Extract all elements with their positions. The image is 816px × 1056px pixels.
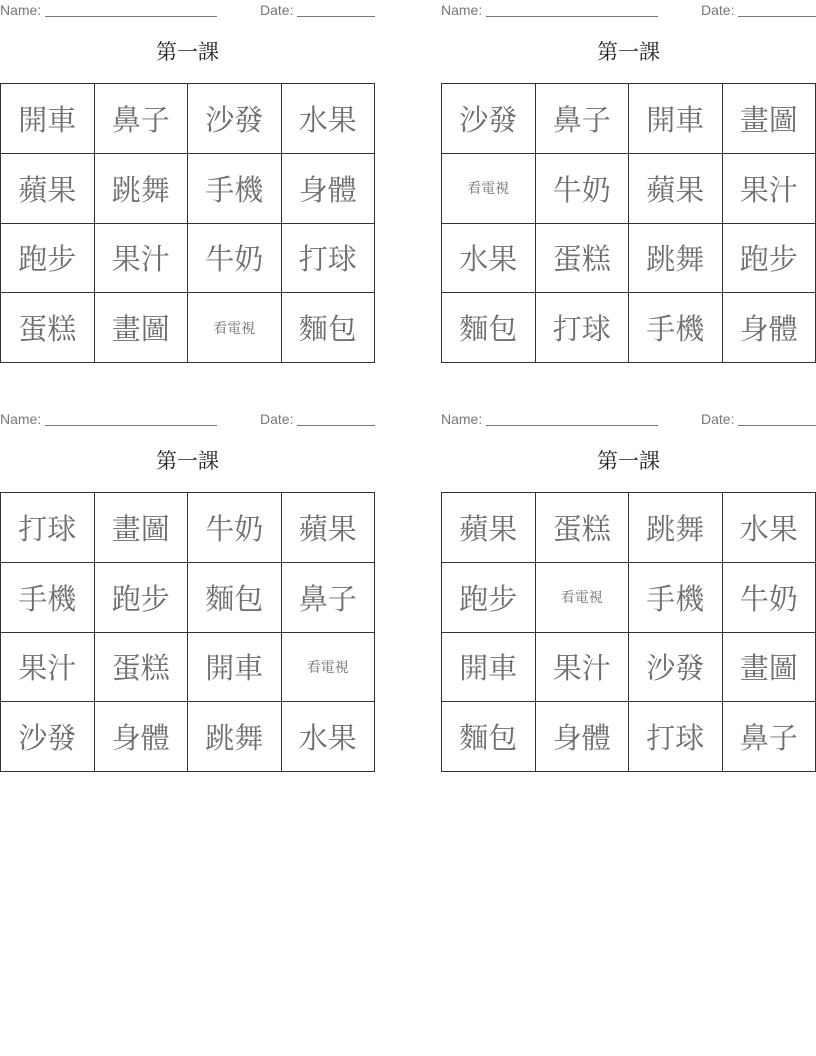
bingo-cell[interactable]: 打球 — [536, 293, 630, 363]
bingo-cell[interactable]: 看電視 — [282, 633, 376, 703]
date-field-line[interactable] — [738, 425, 816, 426]
name-field-line[interactable] — [45, 425, 217, 426]
card-title: 第一課 — [597, 40, 660, 64]
bingo-cell[interactable]: 蘋果 — [629, 154, 723, 224]
bingo-grid — [441, 492, 816, 772]
bingo-cell[interactable]: 鼻子 — [723, 702, 816, 772]
bingo-cell[interactable]: 跳舞 — [629, 493, 723, 563]
bingo-cell[interactable]: 畫圖 — [723, 633, 816, 703]
name-label: Name: — [0, 411, 42, 427]
bingo-cell[interactable]: 跳舞 — [188, 702, 282, 772]
bingo-grid — [0, 83, 375, 363]
bingo-cell[interactable]: 跳舞 — [95, 154, 189, 224]
bingo-cell[interactable]: 身體 — [723, 293, 816, 363]
bingo-cell[interactable]: 蘋果 — [282, 493, 376, 563]
bingo-grid — [0, 492, 375, 772]
name-label: Name: — [441, 2, 483, 18]
name-label: Name: — [441, 411, 483, 427]
bingo-cell[interactable]: 打球 — [282, 224, 376, 294]
bingo-cell[interactable]: 畫圖 — [723, 84, 816, 154]
card-header — [0, 2, 375, 20]
bingo-card — [0, 0, 375, 380]
bingo-cell[interactable]: 跑步 — [723, 224, 816, 294]
bingo-cell[interactable]: 果汁 — [723, 154, 816, 224]
bingo-cell[interactable]: 開車 — [629, 84, 723, 154]
bingo-cell[interactable]: 看電視 — [442, 154, 536, 224]
bingo-cell[interactable]: 畫圖 — [95, 293, 189, 363]
bingo-cell[interactable]: 蛋糕 — [1, 293, 95, 363]
bingo-cell[interactable]: 蛋糕 — [95, 633, 189, 703]
date-label: Date: — [701, 2, 735, 18]
date-field-line[interactable] — [738, 16, 816, 17]
bingo-cell[interactable]: 看電視 — [188, 293, 282, 363]
bingo-cell[interactable]: 手機 — [188, 154, 282, 224]
bingo-cell[interactable]: 果汁 — [536, 633, 630, 703]
card-header — [0, 411, 375, 429]
bingo-cell[interactable]: 牛奶 — [536, 154, 630, 224]
card-title: 第一課 — [597, 449, 660, 473]
bingo-cell[interactable]: 牛奶 — [723, 563, 816, 633]
bingo-cell[interactable]: 跑步 — [1, 224, 95, 294]
bingo-cell[interactable]: 畫圖 — [95, 493, 189, 563]
bingo-card — [441, 409, 816, 789]
bingo-cell[interactable]: 牛奶 — [188, 493, 282, 563]
bingo-cell[interactable]: 鼻子 — [536, 84, 630, 154]
bingo-cell[interactable]: 鼻子 — [95, 84, 189, 154]
bingo-cell[interactable]: 麵包 — [442, 293, 536, 363]
bingo-cell[interactable]: 沙發 — [1, 702, 95, 772]
bingo-cell[interactable]: 跳舞 — [629, 224, 723, 294]
bingo-cell[interactable]: 水果 — [723, 493, 816, 563]
bingo-cell[interactable]: 果汁 — [1, 633, 95, 703]
bingo-cell[interactable]: 身體 — [536, 702, 630, 772]
bingo-cell[interactable]: 看電視 — [536, 563, 630, 633]
bingo-cell[interactable]: 跑步 — [95, 563, 189, 633]
bingo-cell[interactable]: 打球 — [629, 702, 723, 772]
card-header — [441, 2, 816, 20]
bingo-cell[interactable]: 水果 — [282, 702, 376, 772]
bingo-cell[interactable]: 開車 — [442, 633, 536, 703]
bingo-cell[interactable]: 開車 — [188, 633, 282, 703]
bingo-card — [0, 409, 375, 789]
bingo-cell[interactable]: 身體 — [282, 154, 376, 224]
bingo-cell[interactable]: 牛奶 — [188, 224, 282, 294]
bingo-cell[interactable]: 蛋糕 — [536, 493, 630, 563]
bingo-cell[interactable]: 果汁 — [95, 224, 189, 294]
date-field-line[interactable] — [297, 425, 375, 426]
bingo-card — [441, 0, 816, 380]
bingo-cell[interactable]: 沙發 — [188, 84, 282, 154]
bingo-cell[interactable]: 身體 — [95, 702, 189, 772]
date-field-line[interactable] — [297, 16, 375, 17]
card-title: 第一課 — [156, 40, 219, 64]
name-field-line[interactable] — [45, 16, 217, 17]
bingo-cell[interactable]: 跑步 — [442, 563, 536, 633]
bingo-cell[interactable]: 鼻子 — [282, 563, 376, 633]
bingo-cell[interactable]: 水果 — [442, 224, 536, 294]
bingo-cell[interactable]: 沙發 — [442, 84, 536, 154]
name-label: Name: — [0, 2, 42, 18]
bingo-cell[interactable]: 蘋果 — [442, 493, 536, 563]
bingo-cell[interactable]: 手機 — [629, 563, 723, 633]
card-title: 第一課 — [156, 449, 219, 473]
bingo-cell[interactable]: 麵包 — [282, 293, 376, 363]
bingo-cell[interactable]: 蘋果 — [1, 154, 95, 224]
bingo-cell[interactable]: 手機 — [1, 563, 95, 633]
bingo-cell[interactable]: 蛋糕 — [536, 224, 630, 294]
bingo-cell[interactable]: 麵包 — [188, 563, 282, 633]
bingo-cell[interactable]: 打球 — [1, 493, 95, 563]
date-label: Date: — [260, 2, 294, 18]
bingo-grid — [441, 83, 816, 363]
bingo-cell[interactable]: 水果 — [282, 84, 376, 154]
date-label: Date: — [701, 411, 735, 427]
date-label: Date: — [260, 411, 294, 427]
bingo-cell[interactable]: 手機 — [629, 293, 723, 363]
card-header — [441, 411, 816, 429]
bingo-cell[interactable]: 麵包 — [442, 702, 536, 772]
bingo-cell[interactable]: 開車 — [1, 84, 95, 154]
name-field-line[interactable] — [486, 16, 658, 17]
bingo-cell[interactable]: 沙發 — [629, 633, 723, 703]
name-field-line[interactable] — [486, 425, 658, 426]
